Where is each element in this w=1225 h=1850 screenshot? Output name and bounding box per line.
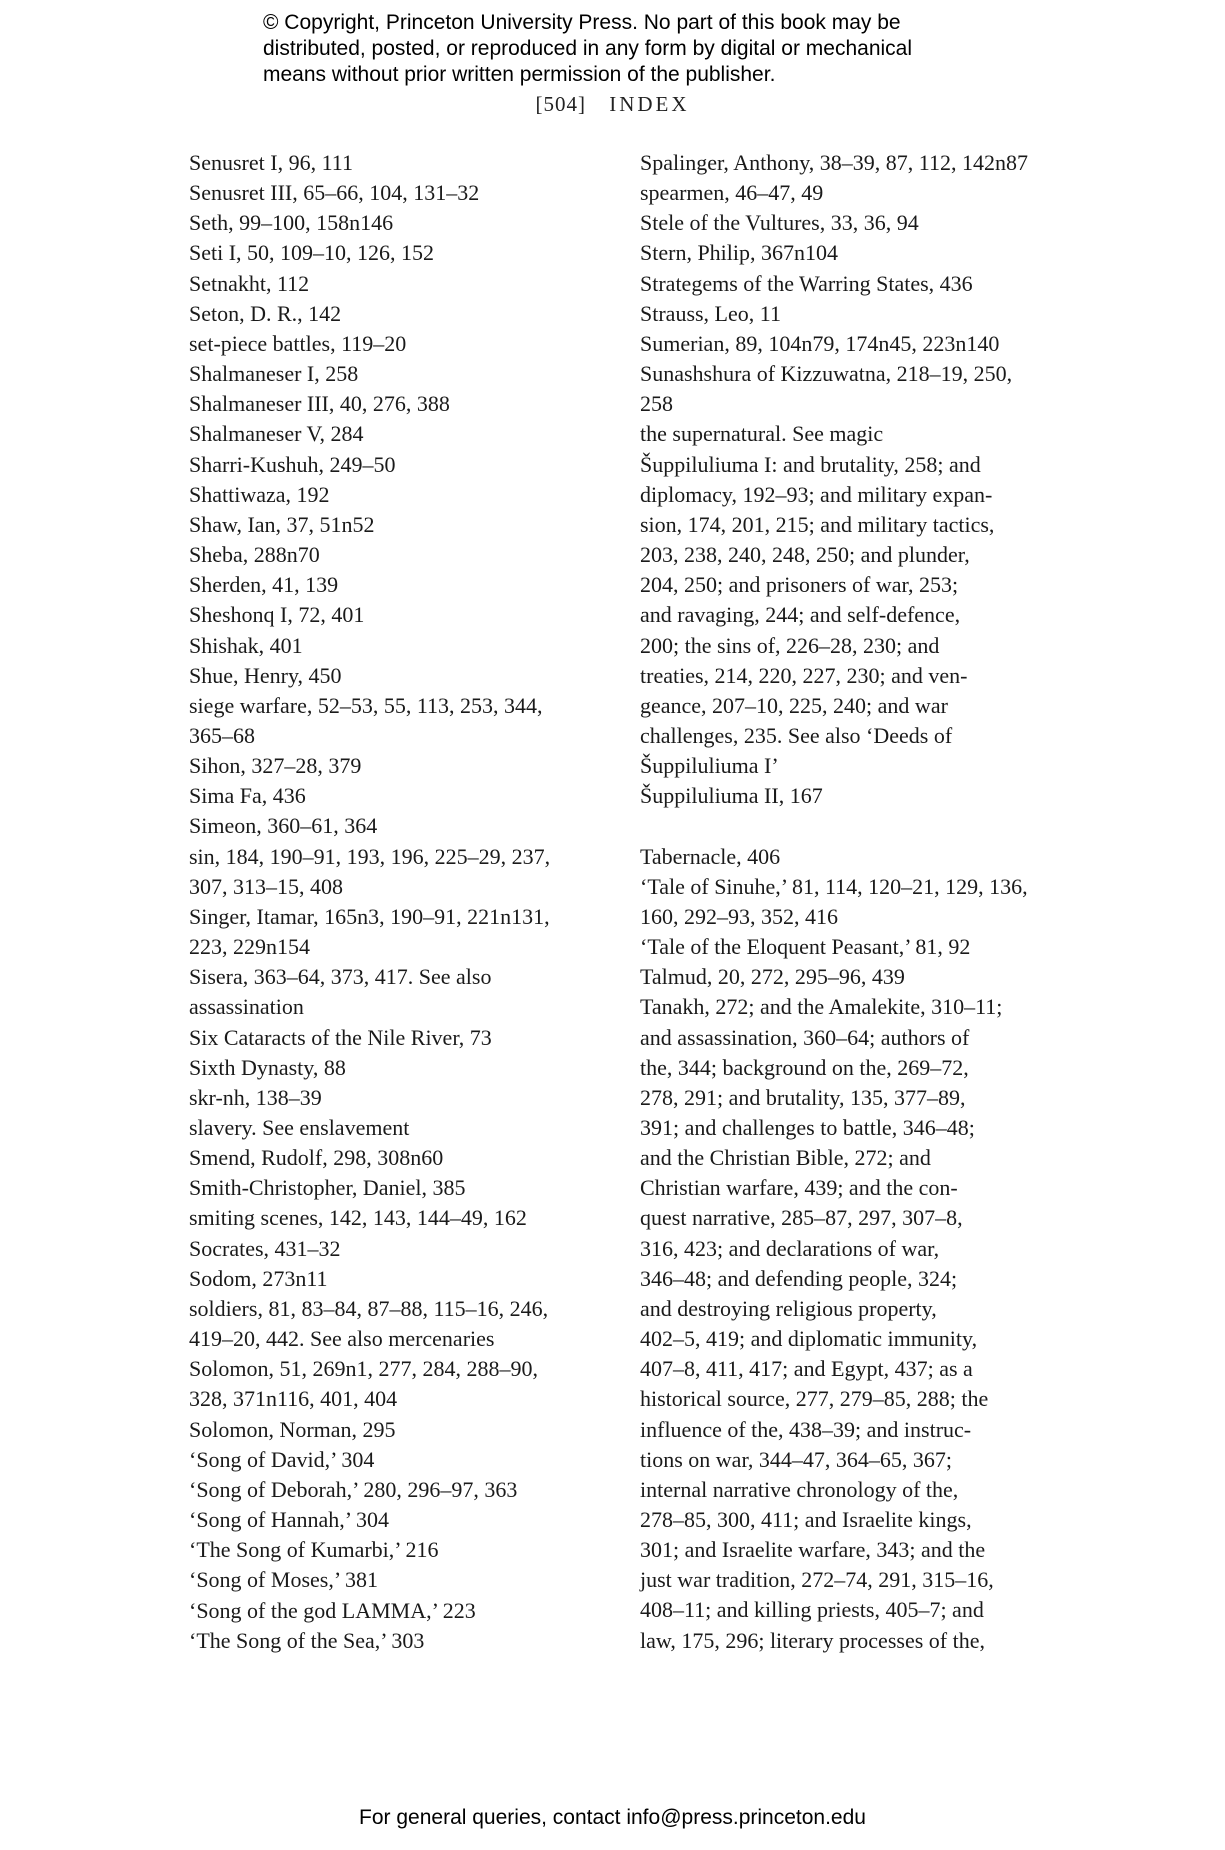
index-entry-line: skr-nh, 138–39 xyxy=(189,1084,322,1110)
copyright-line: distributed, posted, or reproduced in any form by digital or mechanical xyxy=(263,37,913,60)
index-entry xyxy=(189,389,589,419)
index-entry xyxy=(189,1354,589,1414)
index-entry-line: spearmen, 46–47, 49 xyxy=(640,180,824,206)
index-entry-line: Tanakh, 272; and the Amalekite, 310–11; xyxy=(640,994,1003,1020)
index-entry-line: Seti I, 50, 109–10, 126, 152 xyxy=(189,240,435,266)
index-entry xyxy=(640,269,1040,299)
index-entry-line: Tabernacle, 406 xyxy=(640,843,781,869)
index-entry-line: 419–20, 442. See also mercenaries xyxy=(189,1326,495,1352)
index-entry-line: set-piece battles, 119–20 xyxy=(189,330,407,356)
index-entry-line: Shaw, Ian, 37, 51n52 xyxy=(189,511,375,537)
index-entry xyxy=(640,359,1040,419)
index-entry xyxy=(640,419,1040,449)
index-entry-line: Smend, Rudolf, 298, 308n60 xyxy=(189,1145,444,1171)
index-entry xyxy=(189,269,589,299)
letter-group-gap xyxy=(640,811,1040,841)
running-head xyxy=(0,92,1225,117)
index-entry-line: siege warfare, 52–53, 55, 113, 253, 344, xyxy=(189,692,543,718)
index-entry-line: 408–11; and killing priests, 405–7; and xyxy=(640,1597,984,1623)
index-entry-line: Singer, Itamar, 165n3, 190–91, 221n131, xyxy=(189,903,550,929)
index-entry xyxy=(189,329,589,359)
index-entry xyxy=(189,208,589,238)
index-entry-line: Solomon, 51, 269n1, 277, 284, 288–90, xyxy=(189,1356,538,1382)
index-entry-line: 258 xyxy=(640,391,673,417)
index-entry-line: 316, 423; and declarations of war, xyxy=(640,1235,940,1261)
copyright-line: © Copyright, Princeton University Press. No part of this book may be xyxy=(263,11,901,34)
index-entry-line: diplomacy, 192–93; and military expan- xyxy=(640,481,993,507)
index-entry xyxy=(189,178,589,208)
index-entry-line: Sodom, 273n11 xyxy=(189,1265,328,1291)
index-entry-line: law, 175, 296; literary processes of the, xyxy=(640,1627,985,1653)
index-entry xyxy=(189,842,589,902)
index-entry-line: Shattiwaza, 192 xyxy=(189,481,330,507)
contact-footer: For general queries, contact info@press.princeton.edu xyxy=(359,1806,866,1829)
index-column-right xyxy=(640,148,1040,1656)
index-entry-line: assassination xyxy=(189,994,304,1020)
index-entry-line: Christian warfare, 439; and the con- xyxy=(640,1175,958,1201)
index-entry-line: and destroying religious property, xyxy=(640,1295,937,1321)
index-entry-line: Šuppiluliuma I’ xyxy=(640,753,779,779)
index-entry xyxy=(189,510,589,540)
index-entry-line: Shalmaneser I, 258 xyxy=(189,361,359,387)
index-entry xyxy=(189,1415,589,1445)
index-entry-line: 328, 371n116, 401, 404 xyxy=(189,1386,398,1412)
index-entry-line: Seton, D. R., 142 xyxy=(189,300,342,326)
index-entry xyxy=(640,178,1040,208)
index-entry-line: ‘Tale of Sinuhe,’ 81, 114, 120–21, 129, 136, xyxy=(640,873,1028,899)
index-entry-line: Seth, 99–100, 158n146 xyxy=(189,210,394,236)
index-entry-line: ‘Tale of the Eloquent Peasant,’ 81, 92 xyxy=(640,934,971,960)
index-entry xyxy=(189,570,589,600)
index-entry-line: and assassination, 360–64; authors of xyxy=(640,1024,970,1050)
index-entry-line: quest narrative, 285–87, 297, 307–8, xyxy=(640,1205,963,1231)
index-entry-line: Sisera, 363–64, 373, 417. See also xyxy=(189,964,492,990)
index-entry-line: Spalinger, Anthony, 38–39, 87, 112, 142n87 xyxy=(640,150,1028,175)
index-entry xyxy=(189,1143,589,1173)
index-entry-line: Sixth Dynasty, 88 xyxy=(189,1054,346,1080)
index-entry-line: 407–8, 411, 417; and Egypt, 437; as a xyxy=(640,1356,973,1382)
index-entry-line: Shalmaneser III, 40, 276, 388 xyxy=(189,391,450,417)
index-entry-line: Smith-Christopher, Daniel, 385 xyxy=(189,1175,466,1201)
index-entry xyxy=(189,631,589,661)
index-entry-line: ‘Song of Moses,’ 381 xyxy=(189,1567,379,1593)
index-entry-line: Sumerian, 89, 104n79, 174n45, 223n140 xyxy=(640,330,1000,356)
index-entry-line: 365–68 xyxy=(189,722,255,748)
index-entry xyxy=(189,781,589,811)
index-entry-line: Shalmaneser V, 284 xyxy=(189,421,364,447)
index-entry-line: soldiers, 81, 83–84, 87–88, 115–16, 246, xyxy=(189,1295,549,1321)
index-entry xyxy=(189,148,589,178)
index-entry-line: slavery. See enslavement xyxy=(189,1115,410,1140)
index-entry-line: Šuppiluliuma I: and brutality, 258; and xyxy=(640,451,981,477)
index-entry-line: the supernatural. See magic xyxy=(640,421,884,447)
index-entry-line: Setnakht, 112 xyxy=(189,270,310,296)
index-entry xyxy=(640,148,1040,178)
index-entry-line: Socrates, 431–32 xyxy=(189,1235,341,1261)
index-entry-line: Simeon, 360–61, 364 xyxy=(189,813,378,839)
index-entry xyxy=(189,600,589,630)
index-entry-line: 203, 238, 240, 248, 250; and plunder, xyxy=(640,542,970,568)
index-entry-line: sion, 174, 201, 215; and military tactics, xyxy=(640,511,995,537)
index-entry xyxy=(189,1626,589,1656)
page-number: [504] xyxy=(535,92,586,116)
index-entry-line: Stern, Philip, 367n104 xyxy=(640,240,839,266)
index-entry-line: just war tradition, 272–74, 291, 315–16, xyxy=(640,1567,994,1593)
index-entry xyxy=(640,329,1040,359)
index-entry xyxy=(189,1535,589,1565)
index-entry-line: Sima Fa, 436 xyxy=(189,783,306,809)
index-entry-line: ‘Song of Hannah,’ 304 xyxy=(189,1507,389,1533)
index-entry-line: 391; and challenges to battle, 346–48; xyxy=(640,1114,975,1140)
index-entry-line: geance, 207–10, 225, 240; and war xyxy=(640,692,948,718)
index-entry xyxy=(189,1596,589,1626)
index-entry-line: Sunashshura of Kizzuwatna, 218–19, 250, xyxy=(640,361,1013,387)
index-entry-line: 160, 292–93, 352, 416 xyxy=(640,903,838,929)
index-entry xyxy=(189,962,589,1022)
index-entry-line: the, 344; background on the, 269–72, xyxy=(640,1054,969,1080)
index-entry-line: Talmud, 20, 272, 295–96, 439 xyxy=(640,964,905,990)
index-entry-line: 278–85, 300, 411; and Israelite kings, xyxy=(640,1507,972,1533)
index-entry-line: Šuppiluliuma II, 167 xyxy=(640,783,823,809)
index-entry xyxy=(189,299,589,329)
index-entry-line: Strauss, Leo, 11 xyxy=(640,300,781,326)
index-entry-line: historical source, 277, 279–85, 288; the xyxy=(640,1386,989,1412)
index-entry xyxy=(189,540,589,570)
index-entry xyxy=(640,962,1040,992)
index-entry xyxy=(189,1234,589,1264)
index-entry xyxy=(189,1053,589,1083)
index-entry xyxy=(189,1445,589,1475)
index-entry xyxy=(640,932,1040,962)
index-entry xyxy=(189,1294,589,1354)
index-entry-line: and ravaging, 244; and self-defence, xyxy=(640,602,961,628)
index-entry xyxy=(189,480,589,510)
index-entry-line: tions on war, 344–47, 364–65, 367; xyxy=(640,1446,952,1472)
index-entry-line: 307, 313–15, 408 xyxy=(189,873,343,899)
index-entry xyxy=(189,902,589,962)
index-entry-line: 346–48; and defending people, 324; xyxy=(640,1265,958,1291)
index-entry-line: 301; and Israelite warfare, 343; and the xyxy=(640,1537,986,1563)
index-entry xyxy=(189,1023,589,1053)
index-entry xyxy=(640,238,1040,268)
index-entry xyxy=(640,992,1040,1655)
index-entry xyxy=(189,1203,589,1233)
index-entry-line: Senusret III, 65–66, 104, 131–32 xyxy=(189,180,480,206)
copyright-line: means without prior written permission of the publisher. xyxy=(263,63,776,86)
index-entry xyxy=(640,208,1040,238)
index-entry xyxy=(640,781,1040,811)
index-entry-line: Sheba, 288n70 xyxy=(189,542,320,568)
index-entry xyxy=(189,1505,589,1535)
index-entry-line: challenges, 235. See also ‘Deeds of xyxy=(640,722,953,748)
index-entry xyxy=(189,238,589,268)
copyright-notice xyxy=(263,10,983,88)
index-entry xyxy=(189,1264,589,1294)
index-entry-line: Sherden, 41, 139 xyxy=(189,572,339,598)
index-entry-line: Strategems of the Warring States, 436 xyxy=(640,270,973,296)
index-entry xyxy=(189,419,589,449)
index-entry xyxy=(189,450,589,480)
index-entry-line: Shue, Henry, 450 xyxy=(189,662,342,688)
index-entry-line: sin, 184, 190–91, 193, 196, 225–29, 237, xyxy=(189,843,551,869)
index-entry xyxy=(640,872,1040,932)
index-entry-line: influence of the, 438–39; and instruc- xyxy=(640,1416,972,1442)
index-entry-line: 204, 250; and prisoners of war, 253; xyxy=(640,572,959,598)
index-entry xyxy=(189,1083,589,1113)
index-entry xyxy=(189,1113,589,1143)
index-entry-line: ‘The Song of Kumarbi,’ 216 xyxy=(189,1537,439,1563)
index-entry xyxy=(189,359,589,389)
index-entry-line: Stele of the Vultures, 33, 36, 94 xyxy=(640,210,919,236)
index-entry-line: Sheshonq I, 72, 401 xyxy=(189,602,365,628)
index-entry xyxy=(189,811,589,841)
index-entry-line: 402–5, 419; and diplomatic immunity, xyxy=(640,1326,978,1352)
index-entry-line: 223, 229n154 xyxy=(189,934,310,960)
index-entry-line: internal narrative chronology of the, xyxy=(640,1476,959,1502)
index-entry-line: ‘The Song of the Sea,’ 303 xyxy=(189,1627,425,1653)
index-entry-line: treaties, 214, 220, 227, 230; and ven- xyxy=(640,662,968,688)
index-entry xyxy=(640,299,1040,329)
index-entry xyxy=(189,1565,589,1595)
index-entry xyxy=(640,842,1040,872)
index-entry-line: 200; the sins of, 226–28, 230; and xyxy=(640,632,940,658)
index-entry-line: Senusret I, 96, 111 xyxy=(189,150,353,175)
index-entry-line: ‘Song of Deborah,’ 280, 296–97, 363 xyxy=(189,1476,518,1502)
index-entry xyxy=(640,450,1040,782)
index-entry-line: ‘Song of the god LAMMA,’ 223 xyxy=(189,1597,476,1623)
index-column-left xyxy=(189,148,589,1656)
section-title: INDEX xyxy=(609,92,690,116)
index-entry xyxy=(189,1475,589,1505)
index-entry-line: ‘Song of David,’ 304 xyxy=(189,1446,375,1472)
index-entry xyxy=(189,1173,589,1203)
index-entry-line: and the Christian Bible, 272; and xyxy=(640,1145,931,1171)
index-entry-line: smiting scenes, 142, 143, 144–49, 162 xyxy=(189,1205,527,1231)
index-entry-line: Shishak, 401 xyxy=(189,632,303,658)
index-entry-line: Six Cataracts of the Nile River, 73 xyxy=(189,1024,492,1050)
index-entry-line: 278, 291; and brutality, 135, 377–89, xyxy=(640,1084,966,1110)
index-entry xyxy=(189,691,589,751)
index-entry xyxy=(189,661,589,691)
index-entry-line: Sihon, 327–28, 379 xyxy=(189,753,362,779)
index-entry-line: Solomon, Norman, 295 xyxy=(189,1416,396,1442)
index-entry xyxy=(189,751,589,781)
index-entry-line: Sharri-Kushuh, 249–50 xyxy=(189,451,396,477)
